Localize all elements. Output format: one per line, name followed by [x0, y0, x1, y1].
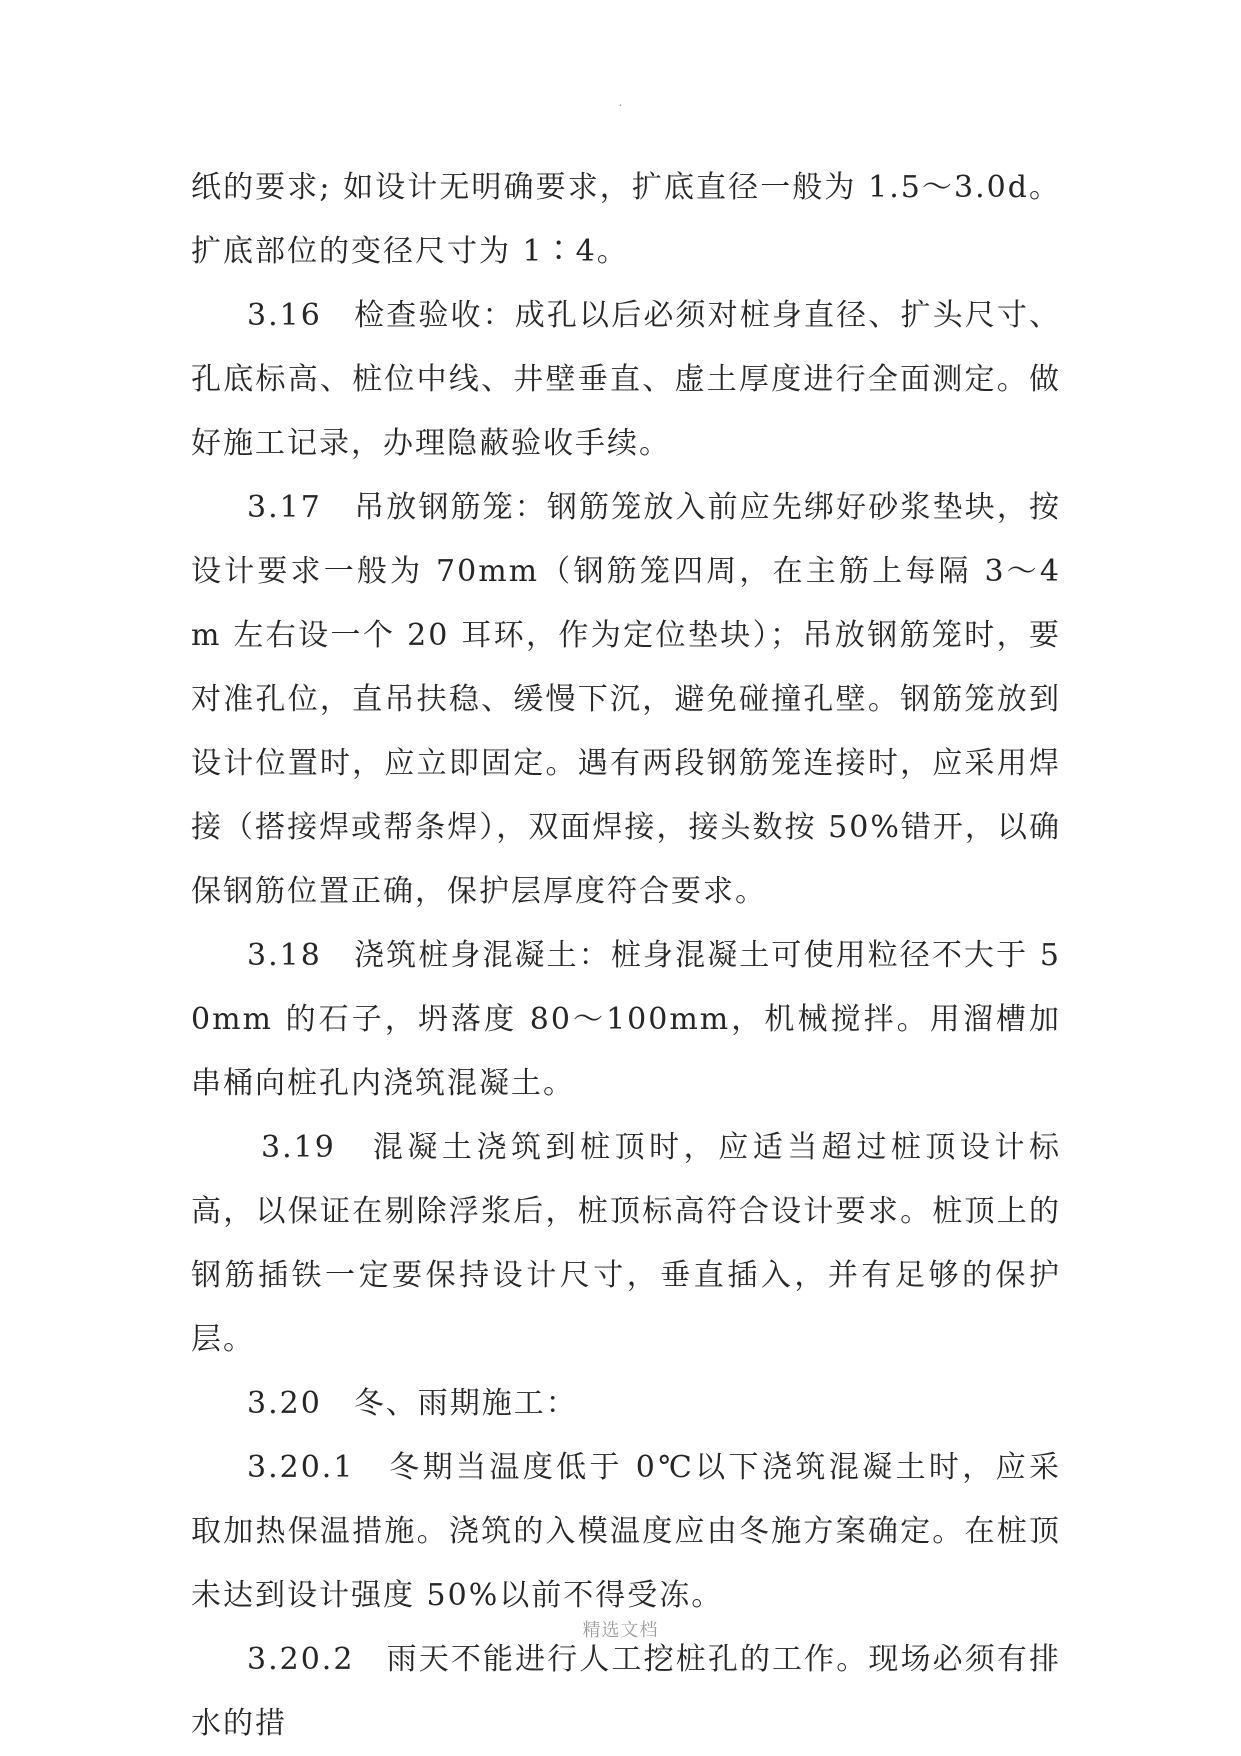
paragraph-3-18: 3.18 浇筑桩身混凝土：桩身混凝土可使用粒径不大于 50mm 的石子，坍落度 80～100mm，机械搅拌。用溜槽加串桶向桩孔内浇筑混凝土。 [191, 938, 1061, 1101]
paragraph-3-17: 3.17 吊放钢筋笼：钢筋笼放入前应先绑好砂浆垫块，按设计要求一般为 70mm（钢筋笼四周，在主筋上每隔 3～4m 左右设一个 20 耳环，作为定位垫块）；吊放钢筋笼时，要对准孔位，直吊扶稳、缓慢下沉，避免碰撞孔壁。钢筋笼放到设计位置时，应立即固定。遇有两段钢筋笼连接时，应采用焊接（搭接焊或帮条焊），双面焊接，接头数按 50%错开，以确保钢筋位置正确，保护层厚度符合要求。 [191, 490, 1061, 909]
paragraph-3-19: 3.19 混凝土浇筑到桩顶时，应适当超过桩顶设计标高，以保证在剔除浮浆后，桩顶标高符合设计要求。桩顶上的钢筋插铁一定要保持设计尺寸，垂直插入，并有足够的保护层。 [191, 1130, 1061, 1357]
header-mark: . [618, 95, 623, 109]
paragraph-3-16: 3.16 检查验收：成孔以后必须对桩身直径、扩头尺寸、孔底标高、桩位中线、井壁垂直、虚土厚度进行全面测定。做好施工记录，办理隐蔽验收手续。 [191, 298, 1061, 461]
footer-label: 精选文档 [582, 1620, 659, 1641]
paragraph-3-20: 3.20 冬、雨期施工： [247, 1386, 578, 1421]
paragraph-continuation: 纸的要求; 如设计无明确要求，扩底直径一般为 1.5～3.0d。扩底部位的变径尺寸为 1∶4。 [191, 170, 1061, 269]
paragraph-3-20-2: 3.20.2 雨天不能进行人工挖桩孔的工作。现场必须有排水的措 [191, 1642, 1061, 1741]
body-text [191, 156, 1061, 1756]
paragraph-3-20-1: 3.20.1 冬期当温度低于 0℃以下浇筑混凝土时，应采取加热保温措施。浇筑的入模温度应由冬施方案确定。在桩顶未达到设计强度 50%以前不得受冻。 [191, 1450, 1061, 1613]
